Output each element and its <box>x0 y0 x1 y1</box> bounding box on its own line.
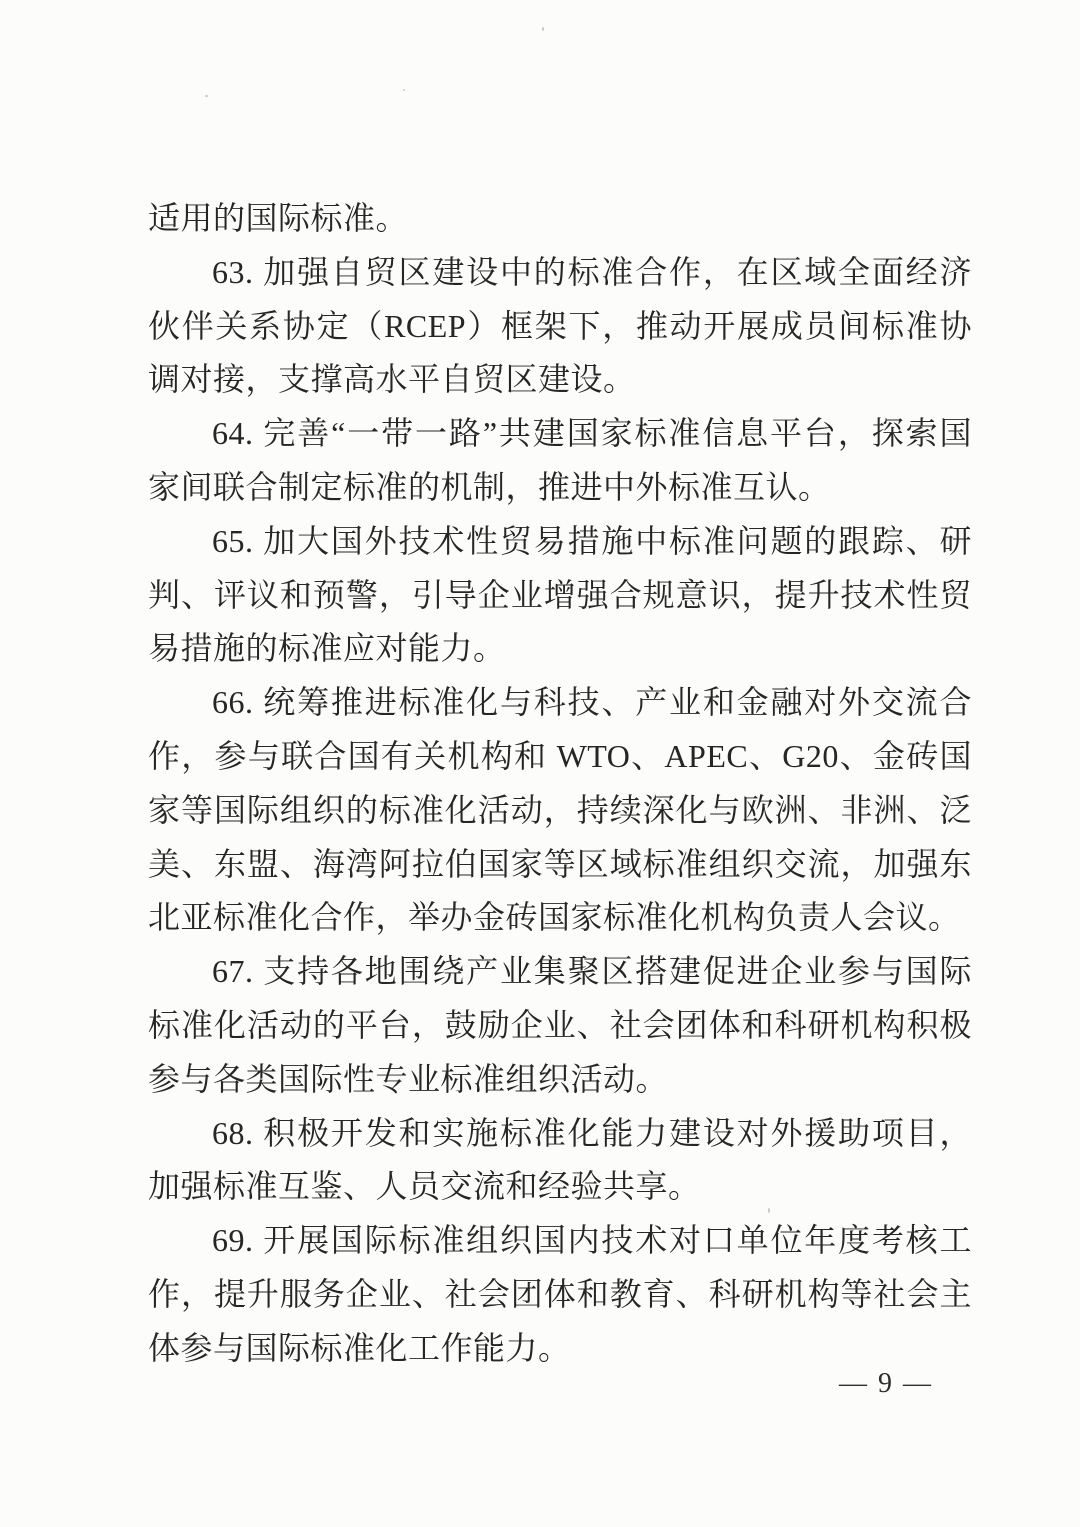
paragraph-item-67: 67. 支持各地围绕产业集聚区搭建促进企业参与国际标准化活动的平台，鼓励企业、社会团体和科研机构积极参与各类国际性专业标准组织活动。 <box>148 953 972 1097</box>
paragraph-item-66: 66. 统筹推进标准化与科技、产业和金融对外交流合作，参与联合国有关机构和 WTO、APEC、G20、金砖国家等国际组织的标准化活动，持续深化与欧洲、非洲、泛美、东盟、海湾阿拉伯国家等区域标准组织交流，加强东北亚标准化合作，举办金砖国家标准化机构负责人会议。 <box>148 684 972 936</box>
paragraph-item-69: 69. 开展国际标准组织国内技术对口单位年度考核工作，提升服务企业、社会团体和教育、科研机构等社会主体参与国际标准化工作能力。 <box>148 1222 972 1366</box>
scan-speckle <box>205 95 208 97</box>
paragraph-item-63: 63. 加强自贸区建设中的标准合作，在区域全面经济伙伴关系协定（RCEP）框架下，推动开展成员间标准协调对接，支撑高水平自贸区建设。 <box>148 253 972 398</box>
scan-speckle <box>542 27 544 31</box>
page-number: — 9 — <box>839 1368 933 1399</box>
scan-speckle <box>403 89 405 91</box>
paragraph-item-65: 65. 加大国外技术性贸易措施中标准问题的跟踪、研判、评议和预警，引导企业增强合规意识，提升技术性贸易措施的标准应对能力。 <box>148 522 972 667</box>
paragraph-continuation: 适用的国际标准。 <box>148 200 409 236</box>
paragraph-item-64: 64. 完善“一带一路”共建国家标准信息平台，探索国家间联合制定标准的机制，推进中外标准互认。 <box>148 415 972 505</box>
paragraph-item-68: 68. 积极开发和实施标准化能力建设对外援助项目，加强标准互鉴、人员交流和经验共享。 <box>148 1114 972 1205</box>
document-body <box>148 192 972 1376</box>
